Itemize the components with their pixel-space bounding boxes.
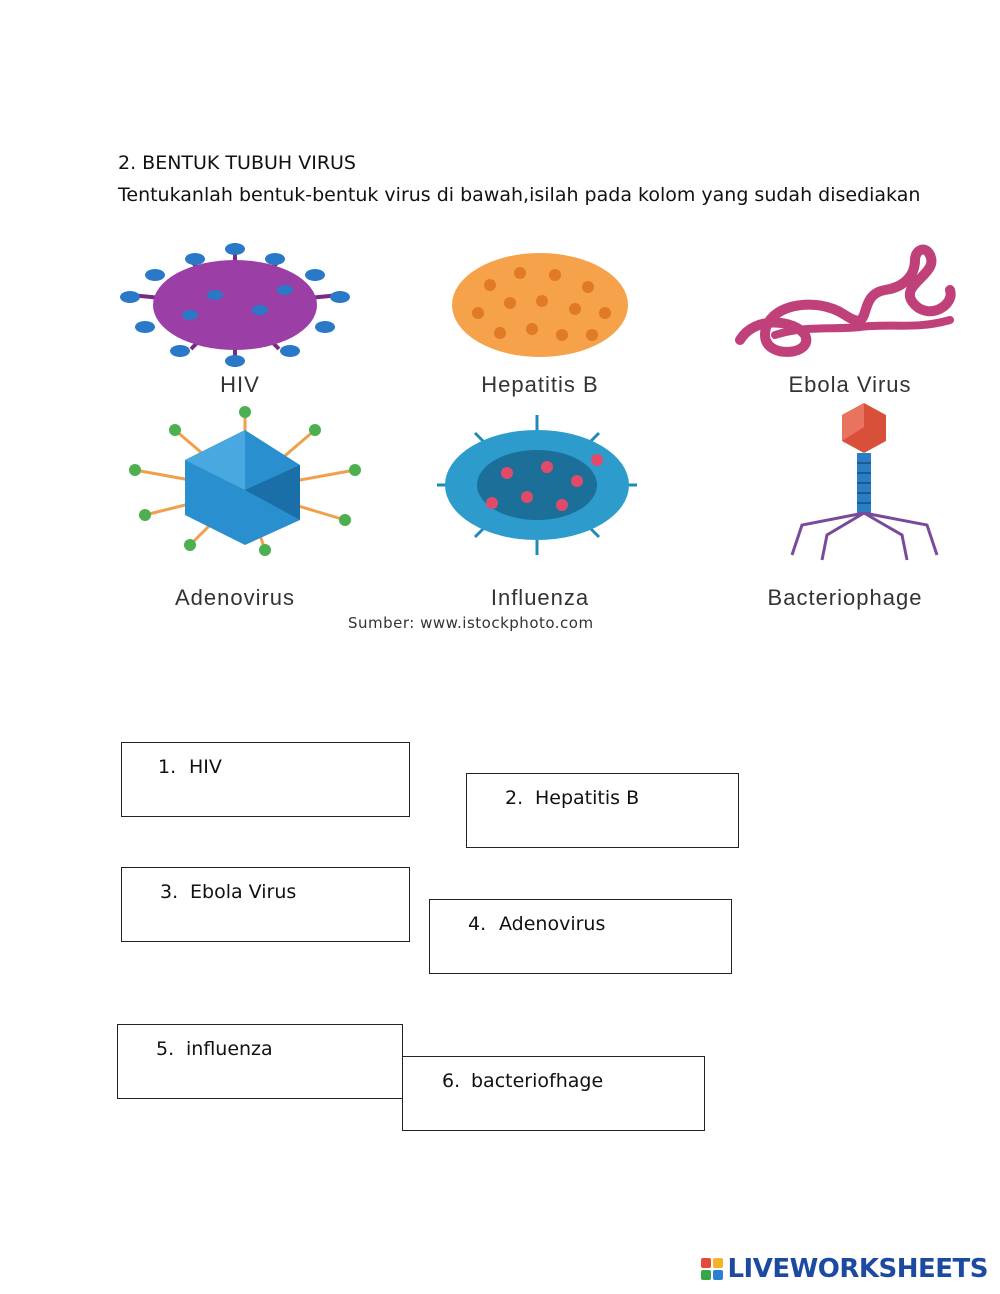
answer-text-2: Hepatitis B <box>535 787 640 809</box>
worksheet-instruction: Tentukanlah bentuk-bentuk virus di bawah,isilah pada kolom yang sudah disediakan <box>118 184 921 206</box>
hiv-virus-icon <box>120 243 350 367</box>
label-hepatitis-b: Hepatitis B <box>481 372 599 397</box>
adenovirus-icon <box>129 406 361 556</box>
answer-text-3: Ebola Virus <box>190 881 297 903</box>
label-bacteriophage: Bacteriophage <box>767 585 923 610</box>
label-influenza: Influenza <box>490 585 590 610</box>
answer-text-1: HIV <box>189 756 222 778</box>
answer-box-2[interactable] <box>466 773 739 848</box>
liveworksheets-logo[interactable] <box>701 1254 988 1284</box>
influenza-virus-icon <box>437 415 637 555</box>
label-hiv: HIV <box>220 372 260 397</box>
bacteriophage-icon <box>792 403 937 560</box>
label-adenovirus: Adenovirus <box>174 585 296 610</box>
answer-number-2: 2. <box>505 787 524 809</box>
answer-text-6: bacteriofhage <box>471 1070 604 1092</box>
answer-number-5: 5. <box>156 1038 175 1060</box>
logo-text: LIVEWORKSHEETS <box>727 1254 988 1284</box>
hepatitis-b-virus-icon <box>452 253 628 357</box>
answer-number-6: 6. <box>442 1070 461 1092</box>
label-ebola-virus: Ebola Virus <box>788 372 912 397</box>
image-source: Sumber: www.istockphoto.com <box>348 614 594 632</box>
answer-number-3: 3. <box>160 881 179 903</box>
answer-number-1: 1. <box>158 756 177 778</box>
worksheet-heading: 2. BENTUK TUBUH VIRUS <box>118 152 356 174</box>
ebola-virus-icon <box>740 250 951 352</box>
answer-box-1[interactable] <box>121 742 410 817</box>
answer-box-4[interactable] <box>429 899 732 974</box>
liveworksheets-logo-icon <box>701 1258 723 1280</box>
virus-illustration <box>115 235 985 615</box>
answer-box-3[interactable] <box>121 867 410 942</box>
answer-number-4: 4. <box>468 913 487 935</box>
answer-text-4: Adenovirus <box>499 913 606 935</box>
answer-text-5: influenza <box>186 1038 273 1060</box>
answer-box-6[interactable] <box>402 1056 705 1131</box>
answer-box-5[interactable] <box>117 1024 403 1099</box>
